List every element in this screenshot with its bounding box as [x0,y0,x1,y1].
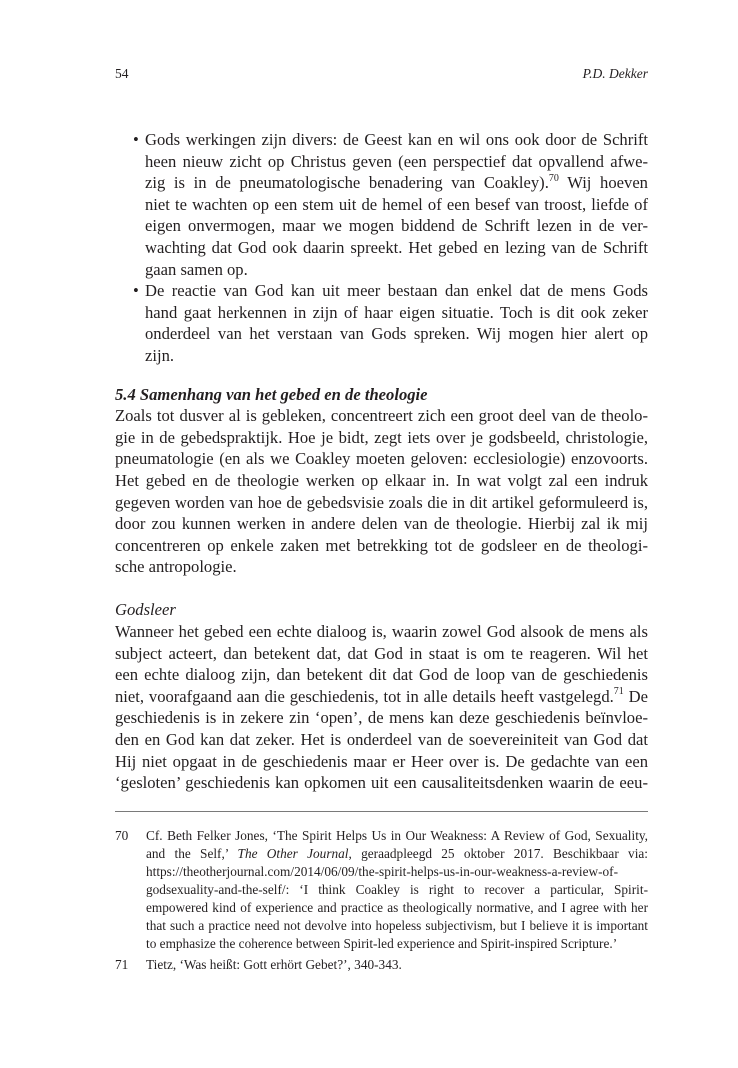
text-line: concentreren op enkele zaken met betrekking tot de godsleer en de theologi- [115,535,648,555]
footnote-line: Cf. Beth Felker Jones, ‘The Spirit Helps Us in Our Weakness: A Review of God, Sexuality, [146,828,648,843]
text-line: sche antropologie. [115,557,237,577]
text-line: De reactie van God kan uit meer bestaan dan enkel dat de mens Gods [145,281,648,301]
footnote-number: 71 [115,957,129,972]
footnote-ref-71[interactable]: 71 [613,686,624,698]
subsection-heading: Godsleer [115,600,176,620]
text-line: hand gaat herkennen in zijn of haar eigen situatie. Toch is dit ook zeker [145,302,648,322]
text-line: ‘gesloten’ geschiedenis kan opkomen uit een causaliteitsdenken waarin de eeu- [115,773,648,793]
footnote-71 [115,956,648,974]
footnote-70 [115,827,648,953]
footnote-line: and the Self,’ The Other Journal, geraadpleegd 25 oktober 2017. Beschikbaar via: [146,846,648,861]
text-line: eigen onvermogen, maar we mogen biddend de Schrift lezen in de ver- [145,216,648,236]
page-number: 54 [115,66,129,81]
footnote-line: godsexuality-and-the-self/: ‘I think Coakley is right to recover a particular, Spirit- [146,882,648,897]
text-line: een echte dialoog zijn, dan betekent dit dat God de loop van de geschiedenis [115,665,648,685]
footnote-divider [115,811,648,812]
text-line: den en God kan dat zeker. Het is onderdeel van de soevereiniteit van God dat [115,730,648,750]
text-line: zig is in de pneumatologische benadering van Coakley).$^{70}$ Wij hoeven [145,172,648,193]
text-line: heen nieuw zicht op Christus geven (een perspectief dat opvallend afwe- [145,151,648,171]
bullet-item [115,129,648,280]
text-line: gaan samen op. [145,259,248,279]
text-line: geschiedenis is in zekere zin ‘open’, de mens kan deze geschiedenis beïnvloe- [115,708,648,728]
bullet-marker: • [133,281,139,301]
text-line: Gods werkingen zijn divers: de Geest kan en wil ons ook door de Schrift [145,130,648,149]
footnote-line: Tietz, ‘Was heißt: Gott erhört Gebet?’, 340-343. [146,957,402,972]
footnote-line: to emphasize the coherence between Spirit-led experience and Spirit-inspired Scripture.’ [146,936,618,951]
text-line: Wanneer het gebed een echte dialoog is, waarin zowel God alsook de mens als [115,622,648,642]
text-line: gegeven worden van hoe de gebedsvisie zoals die in dit artikel geformuleerd is, [115,492,648,512]
footnote-url-line[interactable]: https://theotherjournal.com/2014/06/09/the-spirit-helps-us-in-our-weakness-a-review-of- [146,864,619,879]
main-text [115,129,648,794]
text-line: niet te wachten op een stem uit de hemel of een besef van troost, liefde of [145,194,648,214]
footnote-number: 70 [115,828,129,843]
text-line: Zoals tot dusver al is gebleken, concentreert zich een groot deel van de theolo- [115,406,648,426]
footnote-line: empowered kind of experience and practice as theologically normative, and I agree with her [146,900,648,915]
text-line: door zou kunnen werken in andere delen van de theologie. Hierbij zal ik mij [115,514,648,534]
text-line: gie in de gebedspraktijk. Hoe je bidt, zegt iets over je godsbeeld, christologie, [115,427,648,447]
section-heading: 5.4 Samenhang van het gebed en de theologie [115,384,428,404]
bullet-marker: • [133,130,139,149]
subsection-paragraph [115,621,648,794]
page-header [115,66,648,84]
running-head-author: P.D. Dekker [582,66,648,81]
journal-title: The Other Journal [237,846,349,861]
bullet-list [115,129,648,367]
section-paragraph [115,405,648,578]
footnote-ref-70[interactable]: 70 [548,172,559,184]
text-line: onderdeel van het verstaan van Gods spreken. Wij mogen hier alert op [145,324,648,344]
text-line: zijn. [145,345,175,365]
text-line: Het gebed en de theologie werken op elkaar in. In wat volgt zal een indruk [115,470,648,490]
footnotes [115,827,648,977]
bullet-item [115,280,648,366]
footnote-line: that such a practice need not devolve into hopeless subjectivism, but I believe it is important [146,918,648,933]
text-line: subject acteert, dan betekent dat, dat God in staat is om te reageren. Wil het [115,643,648,663]
text-line: niet, voorafgaand aan die geschiedenis, tot in alle details heeft vastgelegd.$^{71}$ De [115,686,649,706]
text-line: pneumatologie (en als we Coakley moeten geloven: ecclesiologie) enzovoorts. [115,449,648,469]
text-line: wachting dat God ook daarin spreekt. Het gebed en lezing van de Schrift [145,237,648,257]
text-line: Hij niet opgaat in de geschiedenis maar er Heer over is. De gedachte van een [115,751,648,771]
